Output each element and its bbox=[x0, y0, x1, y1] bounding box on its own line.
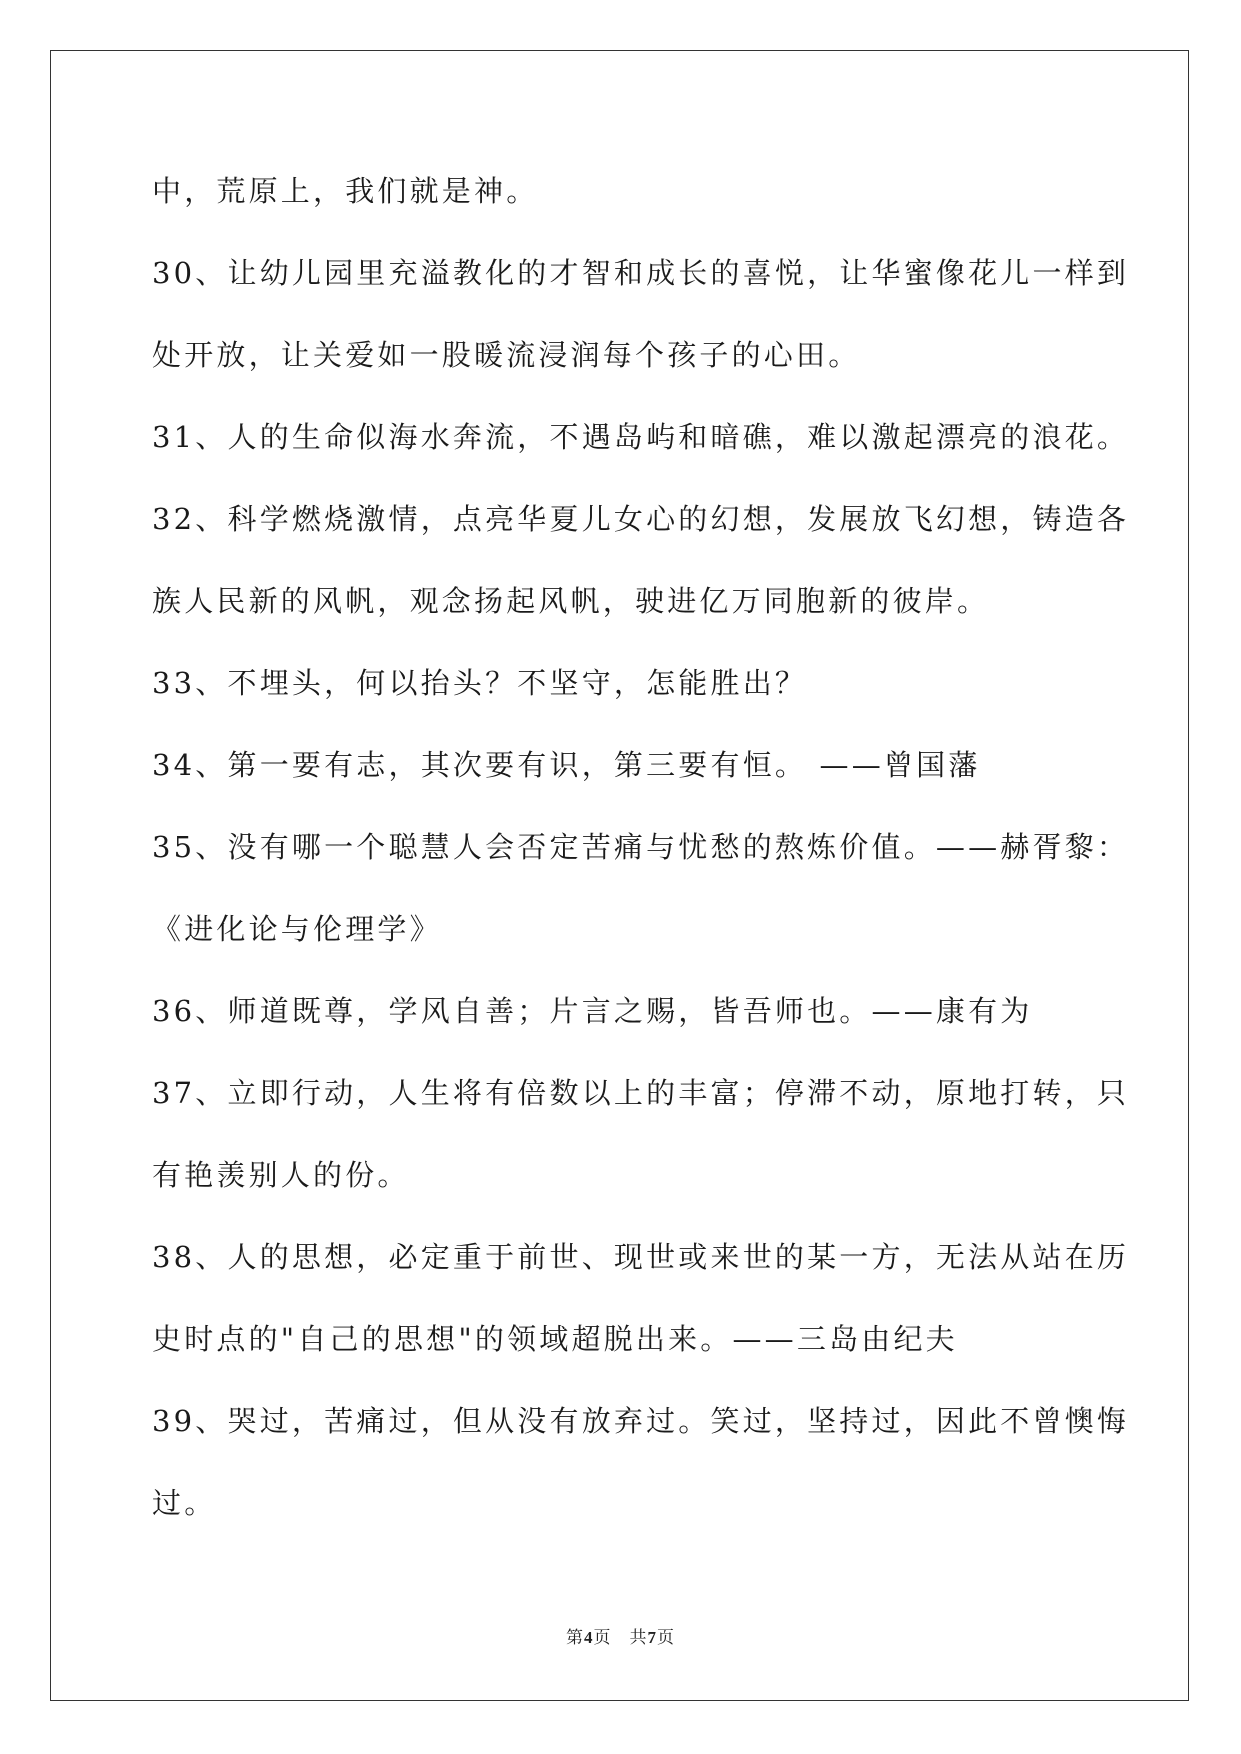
text-line: 36、师道既尊，学风自善；片言之赐，皆吾师也。——康有为 bbox=[152, 994, 1033, 1028]
text-line: 32、科学燃烧激情，点亮华夏儿女心的幻想，发展放飞幻想，铸造各 bbox=[152, 502, 1130, 536]
page-prefix: 第 bbox=[566, 1628, 584, 1647]
text-line: 史时点的"自己的思想"的领域超脱出来。——三岛由纪夫 bbox=[152, 1322, 958, 1356]
text-line: 30、让幼儿园里充溢教化的才智和成长的喜悦，让华蜜像花儿一样到 bbox=[152, 256, 1130, 290]
total-prefix: 共 bbox=[629, 1628, 648, 1647]
text-line: 《进化论与伦理学》 bbox=[152, 912, 442, 946]
text-line: 31、人的生命似海水奔流，不遇岛屿和暗礁，难以激起漂亮的浪花。 bbox=[152, 420, 1130, 454]
text-line: 35、没有哪一个聪慧人会否定苦痛与忧愁的熬炼价值。——赫胥黎： bbox=[152, 830, 1130, 864]
text-line: 中，荒原上，我们就是神。 bbox=[152, 174, 539, 208]
page-number: 4 bbox=[584, 1628, 594, 1647]
text-line: 处开放，让关爱如一股暖流浸润每个孩子的心田。 bbox=[152, 338, 861, 372]
text-line: 34、第一要有志，其次要有识，第三要有恒。 ——曾国藩 bbox=[152, 748, 981, 782]
text-line: 过。 bbox=[152, 1486, 217, 1520]
document-body bbox=[152, 164, 1130, 1558]
total-pages: 7 bbox=[647, 1628, 657, 1647]
text-line: 33、不埋头，何以抬头？不坚守，怎能胜出？ bbox=[152, 666, 808, 700]
text-line: 有艳羡别人的份。 bbox=[152, 1158, 410, 1192]
page-suffix: 页 bbox=[593, 1628, 612, 1647]
text-line: 38、人的思想，必定重于前世、现世或来世的某一方，无法从站在历 bbox=[152, 1240, 1130, 1274]
page-footer bbox=[0, 1623, 1241, 1648]
total-suffix: 页 bbox=[657, 1628, 675, 1647]
text-line: 37、立即行动，人生将有倍数以上的丰富；停滞不动，原地打转，只 bbox=[152, 1076, 1130, 1110]
text-line: 族人民新的风帆，观念扬起风帆，驶进亿万同胞新的彼岸。 bbox=[152, 584, 990, 618]
text-line: 39、哭过，苦痛过，但从没有放弃过。笑过，坚持过，因此不曾懊悔 bbox=[152, 1404, 1130, 1438]
